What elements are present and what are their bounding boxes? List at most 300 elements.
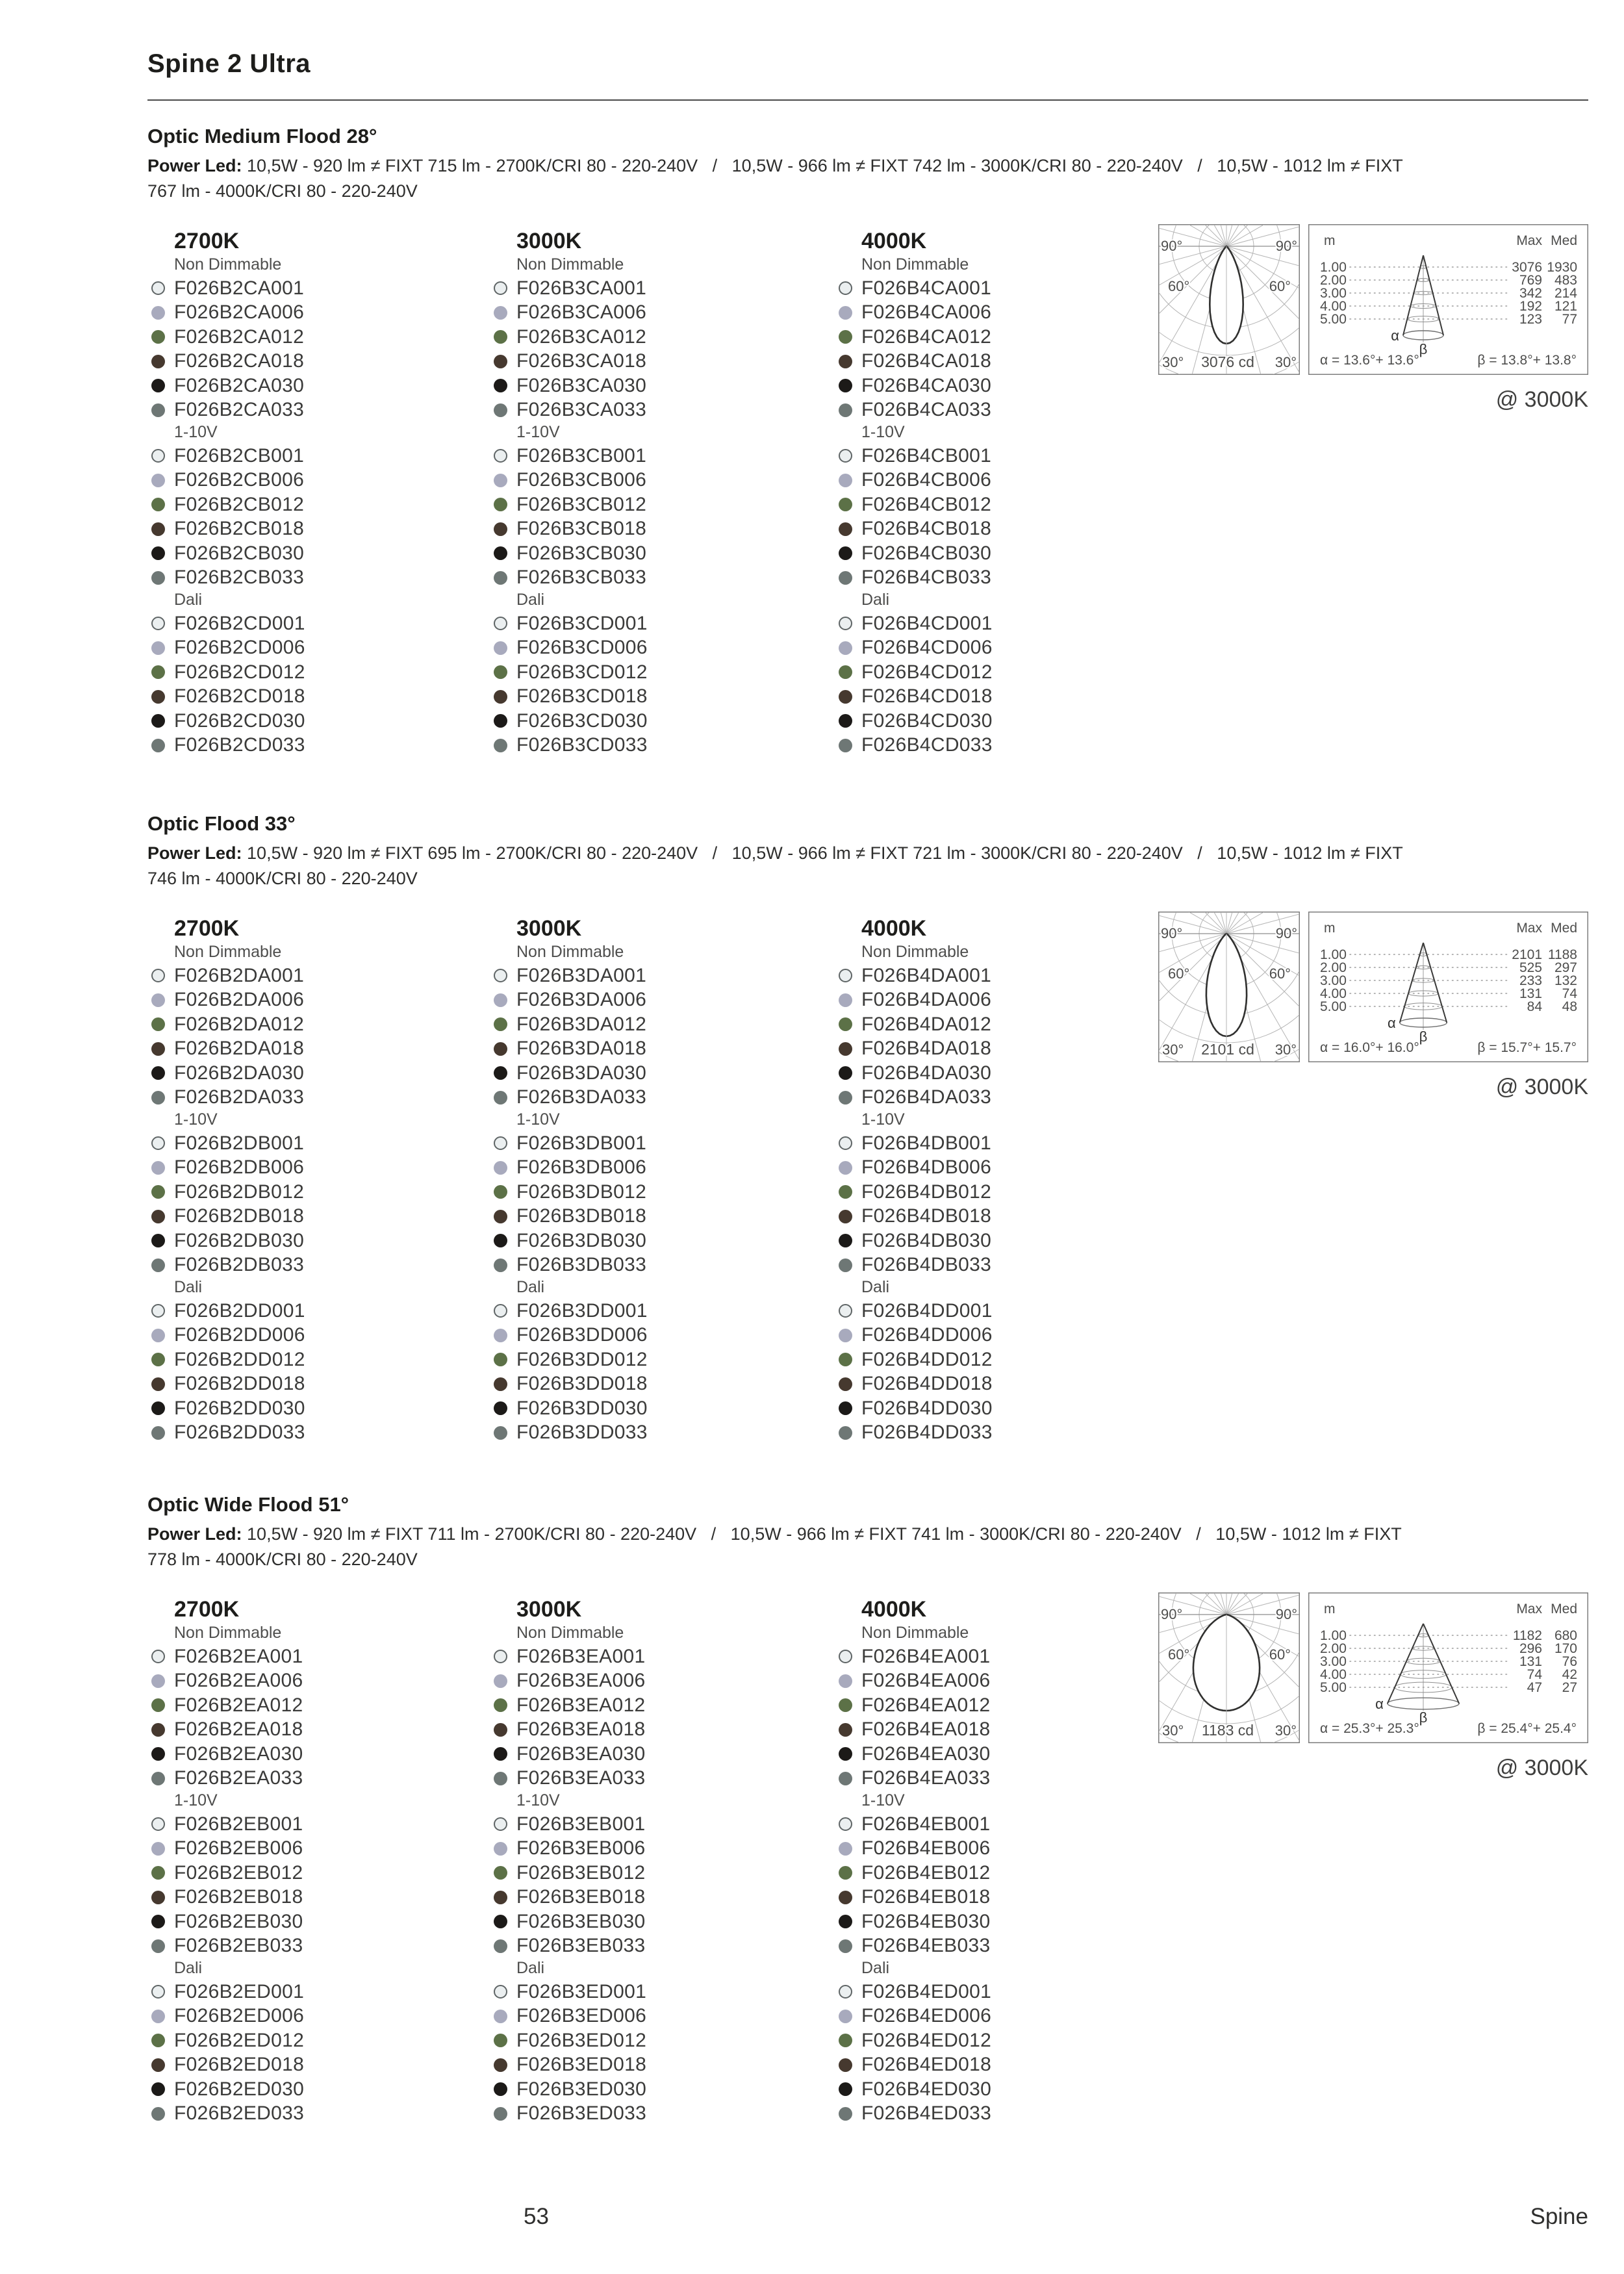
product-code: F026B3EB012 <box>516 1861 646 1884</box>
product-code-row <box>839 492 993 517</box>
finish-dot-006 <box>494 1329 507 1342</box>
product-code-row <box>839 1812 991 1837</box>
finish-dot-001 <box>839 969 852 982</box>
dimming-group-label: 1-10V <box>861 1791 905 1809</box>
finish-dot-012 <box>494 1017 507 1031</box>
product-code-row <box>839 1180 993 1205</box>
cone-max-header: Max <box>1516 1602 1542 1616</box>
product-code: F026B3CB018 <box>516 518 647 540</box>
product-code: F026B2DD012 <box>174 1348 305 1370</box>
product-code-row <box>151 709 305 734</box>
cone-max-value: 769 <box>1519 273 1542 288</box>
product-code: F026B2ED006 <box>174 2005 305 2027</box>
product-code-row <box>494 2004 646 2029</box>
beta-symbol: β <box>1419 1028 1428 1045</box>
finish-dot-001 <box>151 1817 165 1831</box>
cone-distance-label: 4.00 <box>1320 299 1347 314</box>
product-code: F026B2DA030 <box>174 1062 305 1084</box>
finish-dot-001 <box>494 1817 507 1831</box>
cone-med-value: 1188 <box>1547 947 1577 962</box>
cone-med-value: 48 <box>1562 999 1577 1014</box>
finish-dot-033 <box>151 2107 165 2121</box>
product-code-row <box>151 2004 304 2029</box>
product-code-row <box>151 1669 304 1694</box>
dimming-group-label: Dali <box>174 1278 203 1296</box>
product-code: F026B2EB030 <box>174 1910 303 1932</box>
product-code-row <box>839 1131 993 1156</box>
product-code-row <box>494 1980 646 2004</box>
product-code: F026B4CD006 <box>861 637 993 659</box>
product-code: F026B4CD030 <box>861 709 993 732</box>
product-code-row <box>839 1910 991 1934</box>
cct-note: @ 3000K <box>1495 1756 1588 1780</box>
cone-max-value: 84 <box>1527 999 1542 1014</box>
product-code: F026B4EA012 <box>861 1694 991 1716</box>
product-code: F026B3CB012 <box>516 493 647 515</box>
finish-dot-012 <box>839 330 852 344</box>
cct-header: 4000K <box>861 1597 927 1622</box>
product-code: F026B2DD006 <box>174 1324 305 1346</box>
product-code: F026B3CA012 <box>516 326 647 348</box>
cone-diagram <box>1308 1592 1588 1743</box>
product-code-row <box>494 1885 646 1910</box>
product-code-row <box>839 1861 991 1885</box>
product-code: F026B3EA012 <box>516 1694 646 1716</box>
product-code-row <box>151 660 305 685</box>
product-code-row <box>151 1229 305 1253</box>
product-code: F026B3DB001 <box>516 1132 647 1154</box>
finish-dot-030 <box>494 1747 507 1761</box>
product-code: F026B3DB033 <box>516 1254 647 1276</box>
product-code-row <box>151 964 305 988</box>
product-code-row <box>494 1253 648 1278</box>
product-code: F026B2DA033 <box>174 1086 305 1108</box>
beta-angle-label: β = 13.8°+ 13.8° <box>1477 353 1577 368</box>
cone-med-value: 297 <box>1554 960 1577 975</box>
finish-dot-006 <box>494 2010 507 2023</box>
cone-med-value: 77 <box>1562 312 1577 327</box>
product-code-row <box>494 1037 648 1062</box>
finish-dot-033 <box>494 403 507 417</box>
product-code: F026B4DA033 <box>861 1086 992 1108</box>
product-code-row <box>494 2102 646 2127</box>
product-code-row <box>151 1180 305 1205</box>
cone-max-value: 342 <box>1519 286 1542 301</box>
product-code-row <box>839 1012 993 1037</box>
product-code-row <box>151 1934 304 1959</box>
finish-dot-012 <box>839 2034 852 2047</box>
product-code: F026B4ED001 <box>861 1980 992 2002</box>
cct-column-4000k <box>839 916 993 1445</box>
product-code: F026B4DD006 <box>861 1324 993 1346</box>
finish-dot-001 <box>839 1304 852 1318</box>
polar-chart <box>1158 1592 1300 1743</box>
product-code: F026B2ED033 <box>174 2102 305 2125</box>
product-code: F026B2DD018 <box>174 1373 305 1395</box>
product-code: F026B4EB030 <box>861 1910 991 1932</box>
product-code: F026B3DD012 <box>516 1348 648 1370</box>
product-code: F026B3DA012 <box>516 1013 647 1035</box>
cct-column-3000k <box>494 229 648 758</box>
product-code-row <box>151 1299 305 1323</box>
finish-dot-030 <box>494 2082 507 2096</box>
finish-dot-006 <box>839 1329 852 1342</box>
finish-dot-012 <box>839 498 852 511</box>
dimming-group-label: Dali <box>861 1959 890 1977</box>
finish-dot-012 <box>151 498 165 511</box>
finish-dot-033 <box>839 2107 852 2121</box>
product-code-row <box>151 1767 304 1791</box>
finish-dot-006 <box>151 1842 165 1856</box>
finish-dot-018 <box>151 1377 165 1391</box>
finish-dot-030 <box>151 1915 165 1928</box>
power-led-line <box>147 1547 1402 1572</box>
polar-diagram <box>1158 912 1300 1062</box>
product-code-row <box>151 566 305 591</box>
finish-dot-001 <box>494 281 507 295</box>
product-code: F026B4EB012 <box>861 1861 991 1884</box>
product-code-row <box>151 1693 304 1718</box>
product-code: F026B3CB001 <box>516 444 647 466</box>
finish-dot-001 <box>494 1650 507 1663</box>
footer-brand: Spine <box>1530 2204 1588 2229</box>
product-code-row <box>494 734 648 758</box>
product-code: F026B4DA006 <box>861 989 992 1011</box>
beta-angle-label: β = 15.7°+ 15.7° <box>1477 1040 1577 1055</box>
product-code-row <box>494 350 648 374</box>
product-code: F026B4CA006 <box>861 301 992 324</box>
cct-column-3000k <box>494 916 648 1445</box>
cone-chart <box>1308 912 1588 1062</box>
product-code-row <box>839 685 993 709</box>
cone-med-value: 121 <box>1554 299 1577 314</box>
product-code: F026B2EB012 <box>174 1861 303 1884</box>
product-code: F026B3DD030 <box>516 1397 648 1419</box>
dimming-group-label: Dali <box>174 591 203 609</box>
product-code-row <box>839 660 993 685</box>
finish-dot-001 <box>151 1985 165 1999</box>
cone-max-value: 296 <box>1519 1641 1542 1656</box>
product-code-row <box>494 517 648 542</box>
cone-max-value: 123 <box>1519 312 1542 327</box>
finish-dot-018 <box>839 355 852 368</box>
product-code: F026B4DA001 <box>861 964 992 986</box>
finish-dot-033 <box>839 1091 852 1105</box>
finish-dot-001 <box>494 1136 507 1150</box>
cone-distance-label: 1.00 <box>1320 260 1347 275</box>
product-code: F026B4DD012 <box>861 1348 993 1370</box>
finish-dot-012 <box>839 1353 852 1366</box>
product-code-row <box>494 1323 648 1348</box>
product-code-row <box>494 1669 646 1694</box>
product-code-row <box>494 1910 646 1934</box>
cone-distance-label: 4.00 <box>1320 986 1347 1001</box>
finish-dot-033 <box>151 1939 165 1953</box>
product-code-row <box>839 1086 993 1110</box>
product-code-row <box>839 1323 993 1348</box>
product-code: F026B2DA001 <box>174 964 305 986</box>
product-code-row <box>839 1156 993 1181</box>
product-code: F026B3CA030 <box>516 374 647 396</box>
cone-unit-label: m <box>1324 1602 1336 1616</box>
finish-dot-030 <box>151 546 165 560</box>
product-code-row <box>839 1205 993 1229</box>
polar-diagram <box>1158 1592 1300 1743</box>
angle-label-30-left: 30° <box>1162 1722 1184 1739</box>
product-code-row <box>151 1253 305 1278</box>
product-code: F026B3ED001 <box>516 1980 647 2002</box>
optic-section-2 <box>147 812 1588 1500</box>
cone-unit-label: m <box>1324 233 1336 248</box>
dimming-group-label: Non Dimmable <box>174 255 282 274</box>
angle-label-60-right: 60° <box>1269 1646 1291 1663</box>
product-code: F026B4ED033 <box>861 2102 992 2125</box>
finish-dot-033 <box>839 1258 852 1272</box>
alpha-symbol: α <box>1388 1015 1396 1031</box>
finish-dot-018 <box>151 1891 165 1904</box>
angle-label-90-left: 90° <box>1161 238 1183 254</box>
product-code: F026B2CB001 <box>174 444 305 466</box>
candela-value: 3076 cd <box>1201 353 1254 370</box>
product-code: F026B4ED006 <box>861 2005 992 2027</box>
product-code: F026B2EA018 <box>174 1718 303 1741</box>
angle-label-30-left: 30° <box>1162 354 1184 370</box>
finish-dot-006 <box>151 306 165 320</box>
product-code: F026B3EB030 <box>516 1910 646 1932</box>
finish-dot-033 <box>839 1426 852 1440</box>
cone-med-header: Med <box>1551 921 1577 936</box>
product-code-row <box>151 1812 304 1837</box>
product-code: F026B4ED030 <box>861 2078 992 2100</box>
product-code: F026B3CB006 <box>516 469 647 491</box>
finish-dot-033 <box>839 1772 852 1785</box>
finish-dot-001 <box>839 1817 852 1831</box>
finish-dot-006 <box>494 306 507 320</box>
product-code: F026B2DB033 <box>174 1254 305 1276</box>
cct-header: 2700K <box>174 229 240 253</box>
product-code: F026B4ED018 <box>861 2054 992 2076</box>
dimming-group-label: Non Dimmable <box>516 1624 624 1642</box>
product-code: F026B4CA030 <box>861 374 992 396</box>
finish-dot-012 <box>839 665 852 679</box>
finish-dot-001 <box>151 1304 165 1318</box>
finish-dot-030 <box>494 379 507 392</box>
product-code: F026B4CD012 <box>861 661 993 683</box>
product-code-row <box>839 1229 993 1253</box>
finish-dot-018 <box>494 1891 507 1904</box>
product-code-row <box>151 517 305 542</box>
dimming-group-label: Non Dimmable <box>174 943 282 961</box>
finish-dot-033 <box>151 403 165 417</box>
finish-dot-030 <box>839 2082 852 2096</box>
finish-dot-012 <box>839 1185 852 1199</box>
product-code-row <box>839 1837 991 1861</box>
section-title: Optic Wide Flood 51° <box>147 1493 349 1516</box>
finish-dot-033 <box>494 1939 507 1953</box>
dimming-group-label: Dali <box>861 1278 890 1296</box>
dimming-group-label: Dali <box>174 1959 203 1977</box>
product-code-row <box>151 1742 304 1767</box>
finish-dot-006 <box>494 1161 507 1175</box>
product-code: F026B2CD030 <box>174 709 305 732</box>
dimming-group-label: Non Dimmable <box>516 943 624 961</box>
product-code: F026B3EA030 <box>516 1743 646 1765</box>
product-code: F026B3DB030 <box>516 1229 647 1251</box>
finish-dot-033 <box>494 1258 507 1272</box>
product-code: F026B3EA006 <box>516 1670 646 1692</box>
cone-max-header: Max <box>1516 233 1542 248</box>
product-code: F026B3CA001 <box>516 277 647 299</box>
product-code: F026B3ED018 <box>516 2054 647 2076</box>
product-code: F026B2ED030 <box>174 2078 305 2100</box>
product-code-row <box>151 541 305 566</box>
finish-dot-018 <box>839 2058 852 2072</box>
product-code-row <box>494 1061 648 1086</box>
cct-column-4000k <box>839 229 993 758</box>
finish-dot-006 <box>494 1674 507 1688</box>
product-code: F026B4DD018 <box>861 1373 993 1395</box>
finish-dot-018 <box>494 1723 507 1737</box>
product-code: F026B4DB006 <box>861 1156 992 1179</box>
finish-dot-030 <box>494 714 507 728</box>
product-code: F026B3CD012 <box>516 661 648 683</box>
finish-dot-033 <box>494 1426 507 1440</box>
product-code: F026B3CA006 <box>516 301 647 324</box>
product-code: F026B2ED018 <box>174 2054 305 2076</box>
finish-dot-033 <box>839 571 852 585</box>
finish-dot-001 <box>839 1985 852 1999</box>
product-code: F026B2EB001 <box>174 1813 303 1835</box>
finish-dot-033 <box>151 571 165 585</box>
product-code-row <box>151 2102 304 2127</box>
product-code-row <box>494 2028 646 2053</box>
finish-dot-033 <box>151 1091 165 1105</box>
product-code: F026B4CB012 <box>861 493 992 515</box>
finish-dot-006 <box>151 1161 165 1175</box>
product-code: F026B2DA012 <box>174 1013 305 1035</box>
finish-dot-012 <box>151 665 165 679</box>
finish-dot-001 <box>151 617 165 630</box>
cone-frame <box>1309 1593 1588 1743</box>
product-code-row <box>151 1323 305 1348</box>
beta-symbol: β <box>1419 341 1428 357</box>
cone-med-value: 483 <box>1554 273 1577 288</box>
finish-dot-030 <box>494 1234 507 1247</box>
finish-dot-033 <box>494 1091 507 1105</box>
cct-column-2700k <box>151 916 305 1445</box>
product-code: F026B4CB001 <box>861 444 992 466</box>
product-code: F026B3DD018 <box>516 1373 648 1395</box>
cone-distance-label: 4.00 <box>1320 1667 1347 1682</box>
cone-max-value: 2101 <box>1512 947 1542 962</box>
product-code-row <box>151 398 305 423</box>
product-code: F026B3EA001 <box>516 1645 646 1667</box>
product-code-row <box>151 1061 305 1086</box>
cone-distance-label: 3.00 <box>1320 973 1347 988</box>
product-code: F026B3EB006 <box>516 1837 646 1859</box>
dimming-group-label: Non Dimmable <box>516 255 624 274</box>
product-code: F026B2DD001 <box>174 1299 305 1322</box>
finish-dot-012 <box>839 1866 852 1880</box>
product-code: F026B2DB001 <box>174 1132 305 1154</box>
cone-distance-label: 5.00 <box>1320 312 1347 327</box>
finish-dot-006 <box>151 2010 165 2023</box>
beta-angle-label: β = 25.4°+ 25.4° <box>1477 1721 1577 1736</box>
finish-dot-006 <box>839 1674 852 1688</box>
product-code-row <box>494 611 648 636</box>
alpha-symbol: α <box>1375 1696 1384 1712</box>
cct-header: 2700K <box>174 916 240 941</box>
finish-dot-018 <box>151 690 165 704</box>
product-code: F026B4DD033 <box>861 1422 993 1444</box>
product-code-row <box>151 1718 304 1743</box>
product-code: F026B4DD030 <box>861 1397 993 1419</box>
product-code-row <box>151 685 305 709</box>
product-code-row <box>151 374 305 398</box>
power-led-line <box>147 841 1403 866</box>
product-code-row <box>151 444 305 468</box>
finish-dot-030 <box>494 1401 507 1415</box>
cone-frame <box>1309 912 1588 1062</box>
product-code: F026B4EB001 <box>861 1813 991 1835</box>
product-code-row <box>494 1156 648 1181</box>
finish-dot-033 <box>494 571 507 585</box>
cct-note: @ 3000K <box>1495 1075 1588 1099</box>
finish-dot-012 <box>151 1353 165 1366</box>
product-code-row <box>494 301 648 326</box>
product-code: F026B3CA033 <box>516 399 647 421</box>
product-code-row <box>494 1180 648 1205</box>
power-led-line <box>147 1522 1402 1547</box>
product-code: F026B4EA033 <box>861 1767 991 1789</box>
product-code-row <box>151 1396 305 1421</box>
alpha-angle-label: α = 16.0°+ 16.0° <box>1320 1040 1419 1055</box>
product-code: F026B3DA001 <box>516 964 647 986</box>
product-code-row <box>839 1372 993 1397</box>
product-code: F026B4CD033 <box>861 734 993 756</box>
product-code-row <box>494 1086 648 1110</box>
dimming-group-label: 1-10V <box>174 423 218 441</box>
dimming-group-label: 1-10V <box>516 1110 560 1129</box>
product-code-row <box>494 2077 646 2102</box>
product-code-row <box>151 350 305 374</box>
product-code-row <box>839 2004 991 2029</box>
product-code: F026B3CD018 <box>516 685 648 708</box>
finish-dot-001 <box>839 1650 852 1663</box>
product-code-row <box>839 2102 991 2127</box>
angle-label-30-right: 30° <box>1275 1722 1297 1739</box>
finish-dot-030 <box>839 1747 852 1761</box>
section-title: Optic Flood 33° <box>147 812 296 835</box>
cone-max-value: 233 <box>1519 973 1542 988</box>
product-code: F026B3CD006 <box>516 637 648 659</box>
product-code: F026B4DA012 <box>861 1013 992 1035</box>
product-code-row <box>839 566 993 591</box>
cone-med-value: 680 <box>1554 1628 1577 1643</box>
finish-dot-030 <box>151 1401 165 1415</box>
finish-dot-018 <box>494 355 507 368</box>
angle-label-90-left: 90° <box>1161 925 1183 941</box>
product-code: F026B3ED012 <box>516 2029 647 2051</box>
polar-diagram <box>1158 224 1300 375</box>
product-code: F026B2EA033 <box>174 1767 303 1789</box>
product-code-row <box>839 541 993 566</box>
cct-header: 4000K <box>861 229 927 253</box>
finish-dot-018 <box>839 1723 852 1737</box>
finish-dot-006 <box>839 993 852 1007</box>
finish-dot-001 <box>151 449 165 463</box>
product-code: F026B4ED012 <box>861 2029 992 2051</box>
